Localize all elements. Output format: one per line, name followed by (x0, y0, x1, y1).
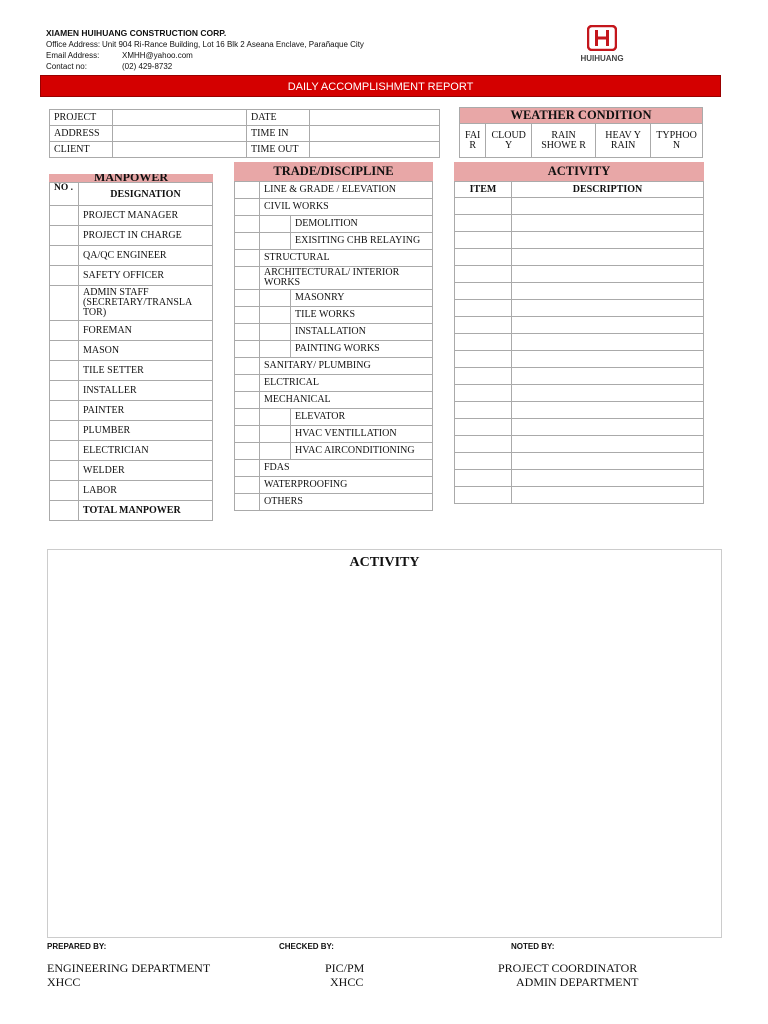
trade-label: LINE & GRADE / ELEVATION (260, 182, 433, 199)
trade-sub-label: HVAC AIRCONDITIONING (291, 443, 433, 460)
activity-description-field[interactable] (512, 249, 704, 266)
manpower-title: MANPOWER (49, 174, 213, 182)
trade-label: MECHANICAL (260, 392, 433, 409)
trade-row (235, 358, 433, 375)
activity-item-field[interactable] (455, 453, 512, 470)
activity-row (455, 351, 704, 368)
client-label: CLIENT (50, 142, 113, 158)
signature-checked: CHECKED BY: PIC/PM XHCC (279, 942, 365, 989)
manpower-row (50, 461, 213, 481)
col-item-header: ITEM (455, 182, 512, 198)
col-description-header: DESCRIPTION (512, 182, 704, 198)
trade-sub-label: DEMOLITION (291, 216, 433, 233)
manpower-count-field[interactable] (50, 266, 79, 286)
activity-description-field[interactable] (512, 402, 704, 419)
activity-description-field[interactable] (512, 351, 704, 368)
email-address: Email Address: XMHH@yahoo.com (46, 51, 193, 60)
manpower-designation: PAINTER (79, 401, 213, 421)
time-out-label: TIME OUT (247, 142, 310, 158)
trade-sub-label: MASONRY (291, 290, 433, 307)
manpower-row (50, 421, 213, 441)
trade-check-field[interactable] (235, 267, 260, 290)
trade-sub-label: TILE WORKS (291, 307, 433, 324)
manpower-row (50, 481, 213, 501)
project-field[interactable] (113, 110, 247, 126)
manpower-count-field[interactable] (50, 441, 79, 461)
manpower-count-field[interactable] (50, 401, 79, 421)
activity-item-field[interactable] (455, 470, 512, 487)
activity-row (455, 419, 704, 436)
activity-row (455, 436, 704, 453)
activity-box-title: ACTIVITY (349, 555, 420, 570)
manpower-row (50, 246, 213, 266)
manpower-designation: LABOR (79, 481, 213, 501)
manpower-count-field[interactable] (50, 361, 79, 381)
activity-item-field[interactable] (455, 334, 512, 351)
activity-row (455, 470, 704, 487)
trade-row (235, 324, 433, 341)
activity-item-field[interactable] (455, 402, 512, 419)
trade-label: CIVIL WORKS (260, 199, 433, 216)
activity-notes-box[interactable] (47, 549, 722, 938)
activity-item-field[interactable] (455, 283, 512, 300)
col-designation-header: DESIGNATION (79, 183, 213, 206)
activity-description-field[interactable] (512, 300, 704, 317)
activity-description-field[interactable] (512, 266, 704, 283)
manpower-row (50, 341, 213, 361)
project-info-table (49, 109, 440, 158)
manpower-row (50, 381, 213, 401)
trade-check-field[interactable] (235, 216, 260, 233)
activity-row (455, 300, 704, 317)
trade-row (235, 375, 433, 392)
activity-item-field[interactable] (455, 385, 512, 402)
manpower-count-field[interactable] (50, 246, 79, 266)
activity-row (455, 283, 704, 300)
activity-description-field[interactable] (512, 368, 704, 385)
trade-label: FDAS (260, 460, 433, 477)
date-label: DATE (247, 110, 310, 126)
activity-description-field[interactable] (512, 419, 704, 436)
manpower-row (50, 206, 213, 226)
signature-noted: NOTED BY: PROJECT COORDINATOR ADMIN DEPARTMENT (498, 942, 639, 989)
activity-row (455, 249, 704, 266)
activity-description-field[interactable] (512, 215, 704, 232)
trade-check-field[interactable] (235, 358, 260, 375)
trade-row (235, 267, 433, 290)
activity-row (455, 232, 704, 249)
manpower-total-field[interactable] (50, 501, 79, 521)
activity-item-field[interactable] (455, 249, 512, 266)
activity-item-field[interactable] (455, 368, 512, 385)
activity-description-field[interactable] (512, 385, 704, 402)
trade-table (234, 181, 433, 511)
activity-item-field[interactable] (455, 266, 512, 283)
manpower-count-field[interactable] (50, 341, 79, 361)
manpower-count-field[interactable] (50, 321, 79, 341)
trade-check-field[interactable] (235, 426, 260, 443)
trade-row (235, 443, 433, 460)
manpower-designation: WELDER (79, 461, 213, 481)
activity-table (454, 181, 704, 504)
manpower-count-field[interactable] (50, 286, 79, 321)
manpower-count-field[interactable] (50, 381, 79, 401)
trade-check-field[interactable] (235, 460, 260, 477)
trade-sub-label: ELEVATOR (291, 409, 433, 426)
activity-item-field[interactable] (455, 351, 512, 368)
trade-row (235, 199, 433, 216)
trade-label: WATERPROOFING (260, 477, 433, 494)
trade-label: STRUCTURAL (260, 250, 433, 267)
trade-sub-check-field[interactable] (260, 443, 291, 460)
trade-check-field[interactable] (235, 341, 260, 358)
address-field[interactable] (113, 126, 247, 142)
activity-description-field[interactable] (512, 470, 704, 487)
trade-sub-label: INSTALLATION (291, 324, 433, 341)
manpower-designation: ELECTRICIAN (79, 441, 213, 461)
trade-check-field[interactable] (235, 182, 260, 199)
trade-label: SANITARY/ PLUMBING (260, 358, 433, 375)
weather-option[interactable]: RAIN SHOWE R (531, 124, 595, 158)
manpower-total-label: TOTAL MANPOWER (79, 501, 213, 521)
manpower-row (50, 401, 213, 421)
weather-option[interactable]: CLOUD Y (486, 124, 532, 158)
activity-item-field[interactable] (455, 419, 512, 436)
time-in-field[interactable] (310, 126, 440, 142)
manpower-section (49, 174, 213, 521)
activity-description-field[interactable] (512, 334, 704, 351)
activity-row (455, 317, 704, 334)
activity-row (455, 215, 704, 232)
trade-row (235, 477, 433, 494)
manpower-row (50, 361, 213, 381)
trade-sub-check-field[interactable] (260, 341, 291, 358)
trade-row (235, 216, 433, 233)
activity-description-field[interactable] (512, 436, 704, 453)
trade-check-field[interactable] (235, 290, 260, 307)
activity-item-field[interactable] (455, 300, 512, 317)
office-address: Office Address: Unit 904 Ri-Rance Building, Lot 16 Blk 2 Aseana Enclave, Parañaque City (46, 40, 364, 49)
manpower-designation: QA/QC ENGINEER (79, 246, 213, 266)
trade-sub-check-field[interactable] (260, 409, 291, 426)
manpower-row (50, 286, 213, 321)
trade-row (235, 426, 433, 443)
col-no-header: NO . (50, 183, 79, 206)
trade-sub-label: PAINTING WORKS (291, 341, 433, 358)
manpower-row (50, 266, 213, 286)
trade-label: ARCHITECTURAL/ INTERIOR WORKS (260, 267, 433, 290)
time-out-field[interactable] (310, 142, 440, 158)
company-header (46, 28, 364, 72)
manpower-table (49, 182, 213, 521)
signature-prepared: PREPARED BY: ENGINEERING DEPARTMENT XHCC (47, 942, 211, 989)
trade-sub-check-field[interactable] (260, 233, 291, 250)
manpower-row (50, 226, 213, 246)
trade-row (235, 182, 433, 199)
trade-sub-check-field[interactable] (260, 290, 291, 307)
manpower-designation: INSTALLER (79, 381, 213, 401)
manpower-designation: SAFETY OFFICER (79, 266, 213, 286)
activity-description-field[interactable] (512, 198, 704, 215)
trade-sub-check-field[interactable] (260, 426, 291, 443)
trade-row (235, 409, 433, 426)
report-title-banner: DAILY ACCOMPLISHMENT REPORT (40, 75, 721, 97)
trade-check-field[interactable] (235, 494, 260, 511)
trade-label: ELCTRICAL (260, 375, 433, 392)
contact-number: Contact no: (02) 429-8732 (46, 62, 173, 71)
time-in-label: TIME IN (247, 126, 310, 142)
manpower-designation: ADMIN STAFF (SECRETARY/TRANSLA TOR) (79, 286, 213, 321)
manpower-count-field[interactable] (50, 461, 79, 481)
trade-row (235, 392, 433, 409)
trade-check-field[interactable] (235, 199, 260, 216)
activity-item-field[interactable] (455, 198, 512, 215)
weather-title: WEATHER CONDITION (460, 108, 703, 124)
manpower-count-field[interactable] (50, 206, 79, 226)
manpower-designation: PROJECT MANAGER (79, 206, 213, 226)
manpower-designation: MASON (79, 341, 213, 361)
manpower-designation: TILE SETTER (79, 361, 213, 381)
activity-list-section (454, 162, 704, 504)
trade-check-field[interactable] (235, 477, 260, 494)
trade-check-field[interactable] (235, 443, 260, 460)
project-label: PROJECT (50, 110, 113, 126)
weather-option[interactable]: FAI R (460, 124, 486, 158)
trade-check-field[interactable] (235, 250, 260, 267)
manpower-count-field[interactable] (50, 481, 79, 501)
activity-description-field[interactable] (512, 283, 704, 300)
trade-check-field[interactable] (235, 233, 260, 250)
activity-row (455, 368, 704, 385)
manpower-count-field[interactable] (50, 421, 79, 441)
trade-sub-check-field[interactable] (260, 324, 291, 341)
company-logo (574, 25, 630, 63)
manpower-count-field[interactable] (50, 226, 79, 246)
weather-option[interactable]: HEAV Y RAIN (596, 124, 651, 158)
trade-label: OTHERS (260, 494, 433, 511)
trade-row (235, 250, 433, 267)
manpower-designation: PROJECT IN CHARGE (79, 226, 213, 246)
address-label: ADDRESS (50, 126, 113, 142)
trade-row (235, 307, 433, 324)
activity-description-field[interactable] (512, 232, 704, 249)
manpower-designation: PLUMBER (79, 421, 213, 441)
trade-check-field[interactable] (235, 307, 260, 324)
weather-option[interactable]: TYPHOO N (651, 124, 703, 158)
huihuang-logo-icon (587, 25, 617, 51)
activity-row (455, 487, 704, 504)
activity-description-field[interactable] (512, 317, 704, 334)
manpower-row (50, 441, 213, 461)
trade-section (234, 162, 433, 511)
trade-sub-label: HVAC VENTILLATION (291, 426, 433, 443)
manpower-designation: FOREMAN (79, 321, 213, 341)
trade-row (235, 341, 433, 358)
trade-row (235, 290, 433, 307)
manpower-total-row (50, 501, 213, 521)
activity-row (455, 385, 704, 402)
activity-item-field[interactable] (455, 232, 512, 249)
trade-check-field[interactable] (235, 392, 260, 409)
activity-item-field[interactable] (455, 215, 512, 232)
company-name: XIAMEN HUIHUANG CONSTRUCTION CORP. (46, 28, 227, 38)
activity-description-field[interactable] (512, 453, 704, 470)
logo-text: HUIHUANG (580, 54, 624, 63)
weather-condition-table (459, 107, 703, 158)
trade-title: TRADE/DISCIPLINE (234, 162, 433, 181)
trade-row (235, 233, 433, 250)
activity-row (455, 198, 704, 215)
activity-item-field[interactable] (455, 436, 512, 453)
manpower-row (50, 321, 213, 341)
activity-description-field[interactable] (512, 487, 704, 504)
activity-item-field[interactable] (455, 317, 512, 334)
client-field[interactable] (113, 142, 247, 158)
trade-row (235, 494, 433, 511)
activity-row (455, 402, 704, 419)
activity-row (455, 266, 704, 283)
trade-check-field[interactable] (235, 409, 260, 426)
activity-row (455, 453, 704, 470)
trade-check-field[interactable] (235, 375, 260, 392)
activity-row (455, 334, 704, 351)
activity-list-title: ACTIVITY (454, 162, 704, 181)
date-field[interactable] (310, 110, 440, 126)
trade-sub-check-field[interactable] (260, 307, 291, 324)
trade-sub-label: EXISITING CHB RELAYING (291, 233, 433, 250)
activity-item-field[interactable] (455, 487, 512, 504)
trade-sub-check-field[interactable] (260, 216, 291, 233)
trade-row (235, 460, 433, 477)
trade-check-field[interactable] (235, 324, 260, 341)
